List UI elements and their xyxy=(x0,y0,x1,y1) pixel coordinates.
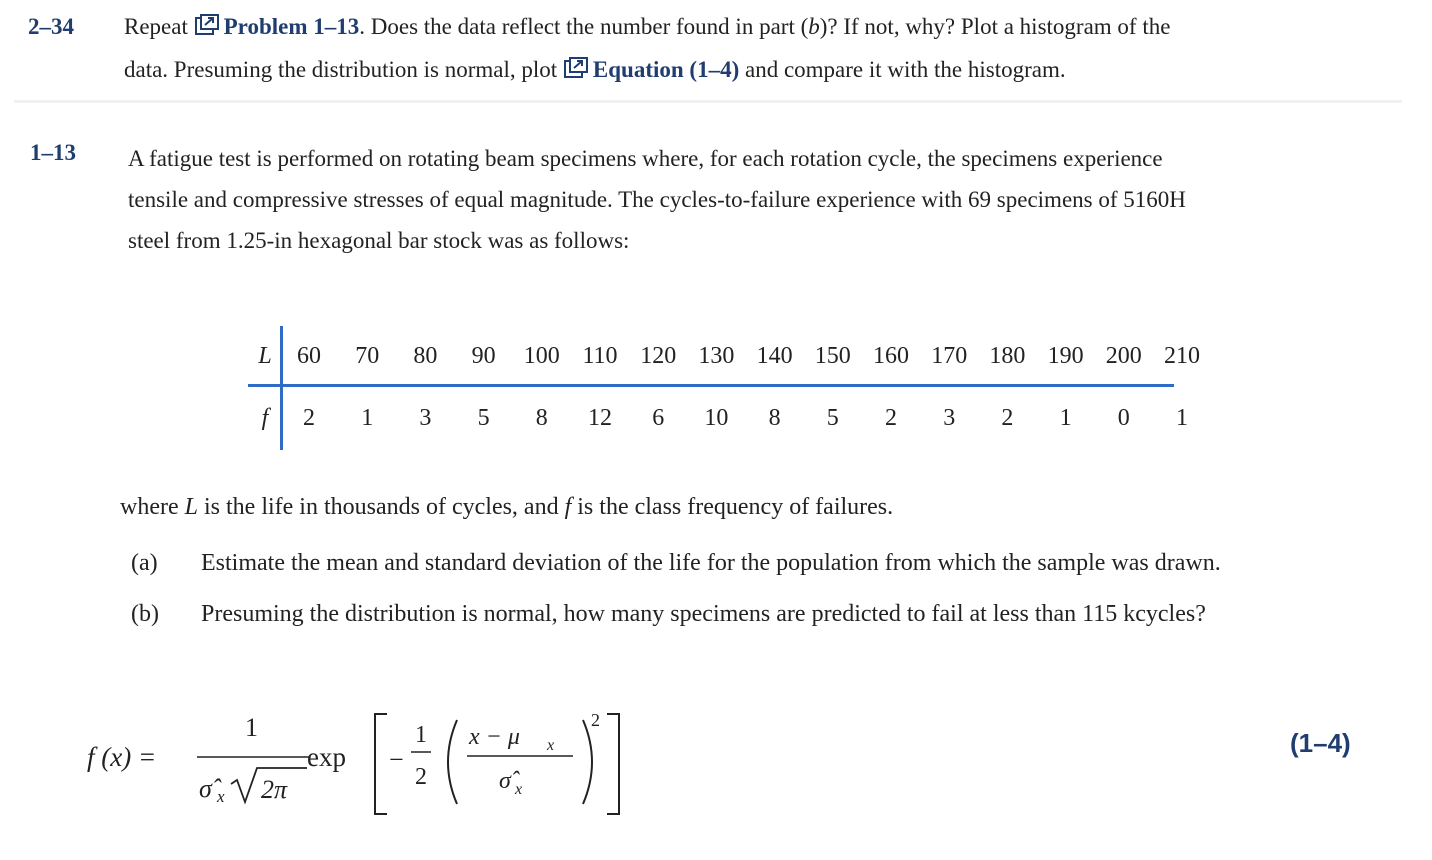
data-table xyxy=(248,326,1200,450)
problem-2-34-line-2 xyxy=(124,57,1066,83)
external-link-icon xyxy=(194,14,220,36)
paragraph-line-1: A fatigue test is performed on rotating beam specimens where, for each rotation cycle, the specimens experience xyxy=(128,146,1163,171)
frequency-cell: 5 xyxy=(477,405,490,431)
frequency-cell: 0 xyxy=(1117,405,1130,431)
frequency-cell: 8 xyxy=(768,405,781,431)
problem-2-34-text-repeat: Repeat xyxy=(124,14,194,39)
problem-1-13-paragraph xyxy=(128,138,1398,261)
frequency-cell: 5 xyxy=(826,405,839,431)
part-b-label: (b) xyxy=(131,601,159,627)
problem-2-34-text-b: )? If not, why? Plot a histogram of the xyxy=(819,14,1171,39)
table-horizontal-rule xyxy=(248,384,1174,387)
life-cell: 120 xyxy=(640,343,677,369)
life-cell: 210 xyxy=(1164,343,1200,369)
problem-2-34-part-b-ref: b xyxy=(808,14,820,39)
half-denominator: 2 xyxy=(415,764,427,790)
problem-2-34-text-a: . Does the data reflect the number found in part ( xyxy=(359,14,809,39)
problem-1-13-link-label: Problem 1–13 xyxy=(223,14,360,39)
exp-function: exp xyxy=(307,742,346,772)
frequency-cell: 1 xyxy=(1059,405,1072,431)
table-explanation xyxy=(120,494,893,521)
left-bracket xyxy=(375,714,387,814)
half-numerator: 1 xyxy=(415,722,427,748)
equation-lhs: f (x) = xyxy=(87,742,157,772)
frequency-cell: 2 xyxy=(303,405,315,431)
life-cell: 160 xyxy=(873,343,909,369)
inner-denominator: σ̂ xyxy=(499,768,511,794)
life-cell: 70 xyxy=(355,343,380,369)
part-a-label: (a) xyxy=(131,550,158,576)
life-cell: 140 xyxy=(756,343,793,369)
frequency-cell: 2 xyxy=(885,405,897,431)
equation-number: (1–4) xyxy=(1290,728,1351,758)
life-cell: 80 xyxy=(413,343,438,369)
frequency-cell: 1 xyxy=(361,405,374,431)
equation-1-4-link-label: Equation (1–4) xyxy=(592,57,740,82)
inner-numerator-subscript: x xyxy=(547,737,555,754)
life-cell: 170 xyxy=(931,343,968,369)
table-row-life xyxy=(248,336,1200,376)
life-cell: 60 xyxy=(297,343,321,369)
frequency-cell: 6 xyxy=(652,405,665,431)
explanation-text-1: where xyxy=(120,494,185,520)
explanation-var-L: L xyxy=(184,494,198,520)
external-link-icon xyxy=(563,57,589,79)
fraction-numerator: 1 xyxy=(245,713,258,742)
frequency-cell: 1 xyxy=(1176,405,1188,431)
life-cell: 130 xyxy=(698,343,735,369)
paragraph-line-3: steel from 1.25-in hexagonal bar stock was as follows: xyxy=(128,228,630,253)
life-cell: 90 xyxy=(471,343,496,369)
denominator-sigma: σ̂ xyxy=(199,774,212,803)
equation-1-4-link[interactable] xyxy=(563,57,739,82)
life-cell: 190 xyxy=(1047,343,1084,369)
life-cell: 200 xyxy=(1105,343,1142,369)
problem-2-34-text-c: data. Presuming the distribution is normal, plot xyxy=(124,57,563,82)
inner-denominator-subscript: x xyxy=(515,781,523,798)
problem-number-1-13: 1–13 xyxy=(30,140,76,165)
frequency-cell: 3 xyxy=(419,405,432,431)
right-bracket xyxy=(607,714,619,814)
problem-1-13-link[interactable] xyxy=(194,14,360,39)
left-paren xyxy=(448,720,457,804)
part-b-text: Presuming the distribution is normal, how many specimens are predicted to fail at less than 115 kcycles? xyxy=(201,601,1206,627)
frequency-cell: 10 xyxy=(704,405,729,431)
life-cell: 110 xyxy=(582,343,618,369)
denominator-sigma-subscript: x xyxy=(217,787,225,806)
row-label-life: L xyxy=(258,343,272,369)
explanation-text-3: is the class frequency of failures. xyxy=(571,494,894,520)
paragraph-line-2: tensile and compressive stresses of equal magnitude. The cycles-to-failure experience with 69 specimens of 5160H xyxy=(128,187,1186,212)
life-cell: 100 xyxy=(523,343,560,369)
explanation-var-f: f xyxy=(564,494,572,520)
power-exponent: 2 xyxy=(591,710,600,730)
normal-pdf-equation xyxy=(85,696,645,826)
explanation-text-2: is the life in thousands of cycles, and xyxy=(198,494,565,520)
sqrt-radicand: 2π xyxy=(261,775,288,804)
problem-2-34-text-d: and compare it with the histogram. xyxy=(739,57,1066,82)
problem-2-34-line-1 xyxy=(124,14,1170,40)
minus-sign: − xyxy=(389,745,404,774)
table-row-frequency xyxy=(248,398,1188,438)
inner-numerator: x − μ xyxy=(469,724,520,750)
life-cell: 150 xyxy=(814,343,851,369)
part-a-text: Estimate the mean and standard deviation of the life for the population from which the sample was drawn. xyxy=(201,550,1221,576)
row-label-frequency: f xyxy=(261,405,269,431)
right-paren xyxy=(583,720,592,804)
problem-2-34-block xyxy=(14,0,1402,103)
life-cell: 180 xyxy=(989,343,1026,369)
frequency-cell: 3 xyxy=(943,405,956,431)
problem-number-2-34: 2–34 xyxy=(28,14,74,39)
frequency-cell: 12 xyxy=(588,405,612,431)
frequency-cell: 2 xyxy=(1001,405,1014,431)
frequency-cell: 8 xyxy=(535,405,548,431)
